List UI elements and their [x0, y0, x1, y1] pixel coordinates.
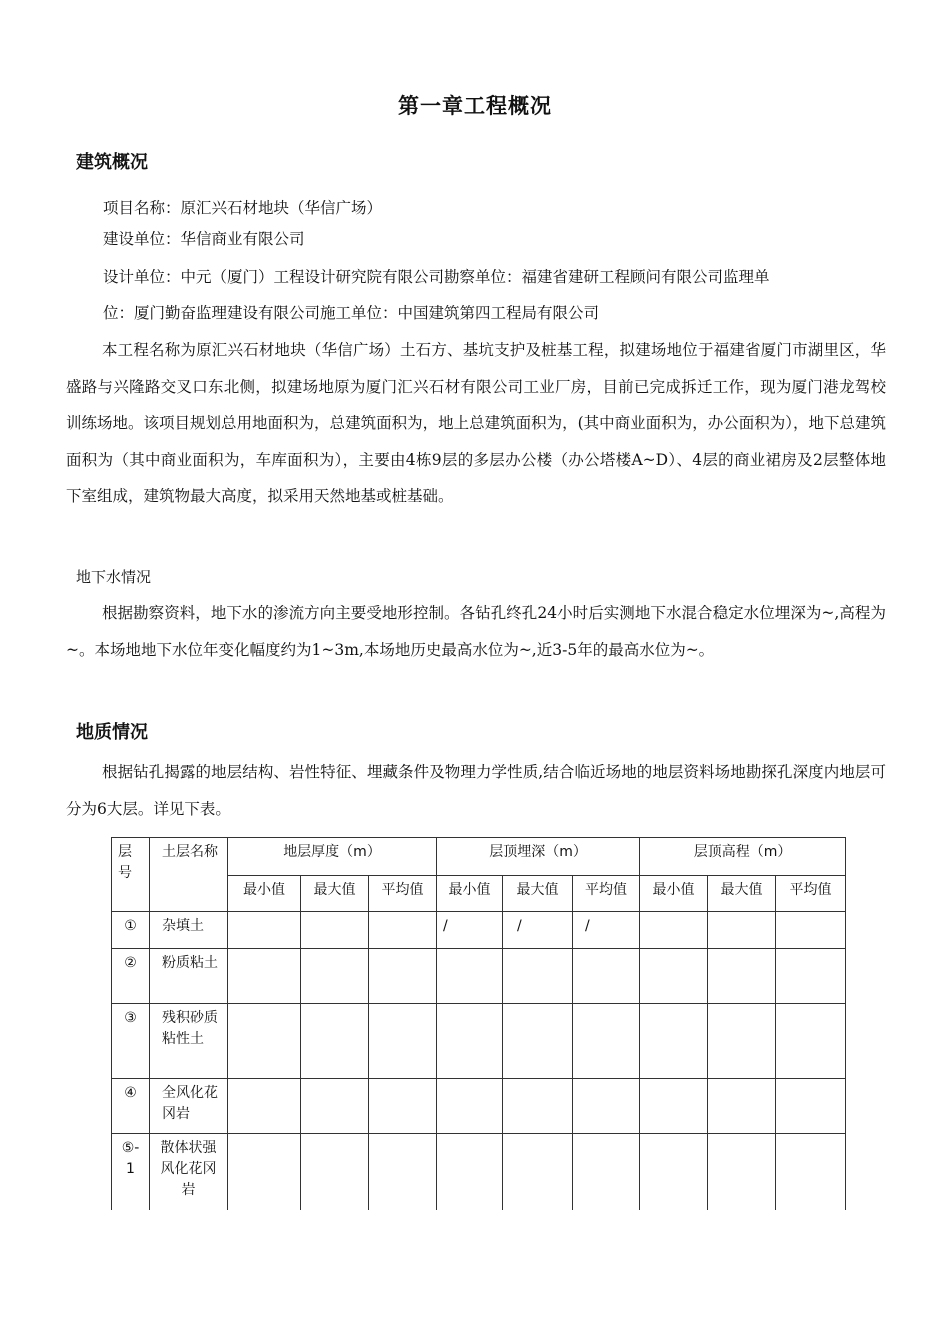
cell [503, 949, 573, 1004]
cell [776, 949, 846, 1004]
design-unit-line-2: 位：厦门勤奋监理建设有限公司施工单位：中国建筑第四工程局有限公司 [103, 304, 600, 322]
table-row [112, 1134, 846, 1210]
cell [640, 949, 708, 1004]
cell [437, 1079, 503, 1134]
cell [228, 949, 301, 1004]
cell [437, 1134, 503, 1210]
layer-no: ⑤-1 [112, 1134, 150, 1210]
depth-avg-value: / [573, 912, 640, 949]
depth-max-value: / [503, 912, 573, 949]
layer-no: ④ [112, 1079, 150, 1134]
section-heading-groundwater: 地下水情况 [76, 568, 152, 586]
cell [776, 1079, 846, 1134]
cell [437, 949, 503, 1004]
soil-name: 散体状强风化花冈岩 [150, 1134, 228, 1210]
soil-name: 粉质粘土 [150, 949, 228, 1004]
header-layer-no: 层号 [112, 838, 150, 912]
table-row [112, 1004, 846, 1079]
cell [503, 1004, 573, 1079]
cell [301, 912, 369, 949]
layer-no: ① [112, 912, 150, 949]
sub-thickness-avg: 平均值 [369, 876, 437, 912]
section-heading-geology: 地质情况 [76, 722, 148, 743]
soil-name: 杂填土 [150, 912, 228, 949]
cell [776, 1134, 846, 1210]
sub-depth-max: 最大值 [503, 876, 573, 912]
cell [228, 1004, 301, 1079]
soil-layer-table [111, 837, 846, 1210]
project-overview-paragraph: 本工程名称为原汇兴石材地块（华信广场）土石方、基坑支护及桩基工程，拟建场地位于福建省厦门市湖里区，华盛路与兴隆路交叉口东北侧，拟建场地原为厦门汇兴石材有限公司工业厂房，目前已完成拆迁工作，现为厦门港龙驾校训练场地。该项目规划总用地面积为，总建筑面积为，地上总建筑面积为，(其中商业面积为，办公面积为），地下总建筑面积为（其中商业面积为，车库面积为），主要由4栋9层的多层办公楼（办公塔楼A~D）、4层的商业裙房及2层整体地下室组成，建筑物最大高度，拟采用天然地基或桩基础。 [66, 341, 886, 505]
sub-depth-avg: 平均值 [573, 876, 640, 912]
header-soil-name: 土层名称 [150, 838, 228, 912]
cell [708, 949, 776, 1004]
sub-depth-min: 最小值 [437, 876, 503, 912]
cell [301, 949, 369, 1004]
cell [228, 1134, 301, 1210]
sub-elevation-max: 最大值 [708, 876, 776, 912]
cell [573, 1134, 640, 1210]
cell [640, 912, 708, 949]
cell [708, 1004, 776, 1079]
cell [573, 1004, 640, 1079]
cell [369, 1004, 437, 1079]
cell [573, 949, 640, 1004]
table-row [112, 912, 846, 949]
project-name-line: 项目名称：原汇兴石材地块（华信广场） [103, 199, 383, 217]
cell [708, 912, 776, 949]
cell [708, 1079, 776, 1134]
groundwater-paragraph: 根据勘察资料，地下水的渗流方向主要受地形控制。各钻孔终孔24小时后实测地下水混合稳定水位埋深为~,高程为~。本场地地下水位年变化幅度约为1~3m,本场地历史最高水位为~,近3-5年的最高水位为~。 [66, 604, 886, 659]
cell [503, 1079, 573, 1134]
cell [369, 1134, 437, 1210]
layer-no: ③ [112, 1004, 150, 1079]
cell [503, 1134, 573, 1210]
table-row [112, 1079, 846, 1134]
cell [228, 1079, 301, 1134]
cell [640, 1004, 708, 1079]
cell [301, 1134, 369, 1210]
sub-elevation-min: 最小值 [640, 876, 708, 912]
geology-paragraph: 根据钻孔揭露的地层结构、岩性特征、埋藏条件及物理力学性质,结合临近场地的地层资料场地勘探孔深度内地层可分为6大层。详见下表。 [66, 763, 886, 818]
soil-name: 全风化花冈岩 [150, 1079, 228, 1134]
table-row [112, 949, 846, 1004]
cell [640, 1134, 708, 1210]
sub-thickness-max: 最大值 [301, 876, 369, 912]
depth-min-value: / [437, 912, 503, 949]
section-heading-building: 建筑概况 [76, 152, 148, 173]
cell [573, 1079, 640, 1134]
header-thickness: 地层厚度（m） [228, 838, 437, 876]
cell [301, 1079, 369, 1134]
header-depth: 层顶埋深（m） [437, 838, 640, 876]
layer-no: ② [112, 949, 150, 1004]
cell [708, 1134, 776, 1210]
cell [776, 912, 846, 949]
sub-thickness-min: 最小值 [228, 876, 301, 912]
cell [369, 912, 437, 949]
soil-name: 残积砂质粘性土 [150, 1004, 228, 1079]
cell [369, 949, 437, 1004]
cell [301, 1004, 369, 1079]
cell [228, 912, 301, 949]
cell [369, 1079, 437, 1134]
cell [640, 1079, 708, 1134]
table-header-row [112, 838, 846, 876]
header-elevation: 层顶高程（m） [640, 838, 846, 876]
design-unit-line-1: 设计单位：中元（厦门）工程设计研究院有限公司勘察单位：福建省建研工程顾问有限公司监理单 [103, 268, 770, 286]
cell [437, 1004, 503, 1079]
sub-elevation-avg: 平均值 [776, 876, 846, 912]
cell [776, 1004, 846, 1079]
chapter-title: 第一章工程概况 [398, 94, 552, 118]
builder-line: 建设单位：华信商业有限公司 [103, 230, 305, 248]
